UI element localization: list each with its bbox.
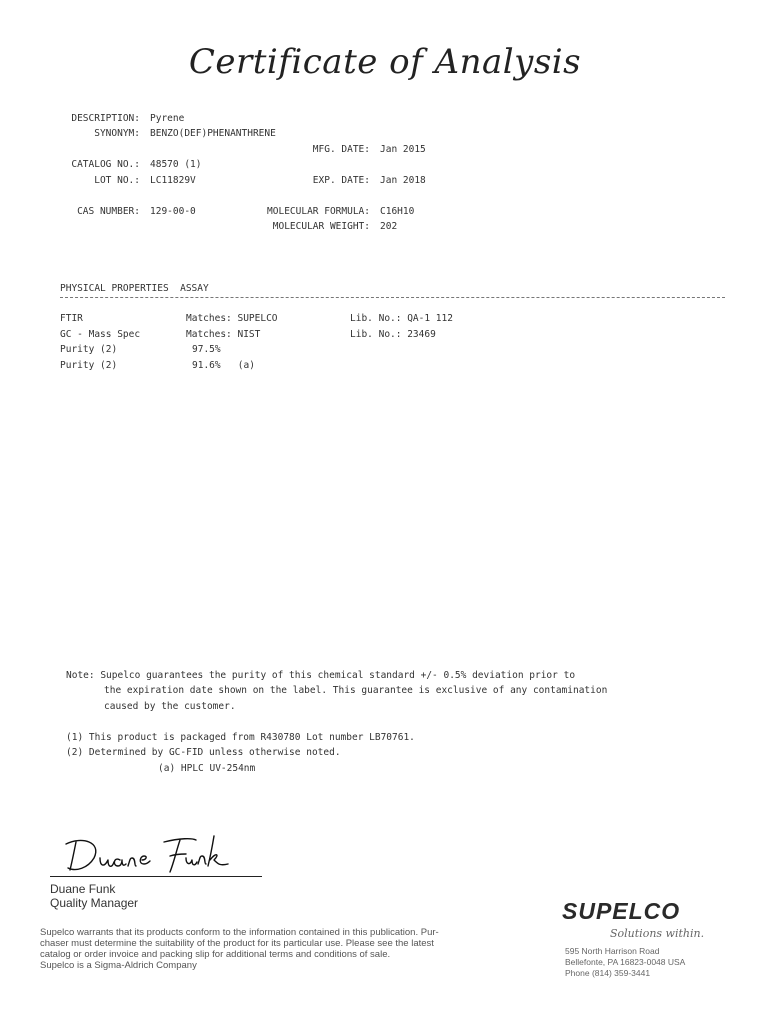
divider xyxy=(60,297,725,298)
supelco-logo: SUPELCO xyxy=(562,898,681,924)
disclaimer xyxy=(40,927,510,971)
address-line: Bellefonte, PA 16823-0048 USA xyxy=(565,957,686,967)
property-name: Purity (2) xyxy=(60,360,118,371)
catalog-label: CATALOG NO.: xyxy=(71,159,140,170)
disclaimer-line: Supelco warrants that its products conform to the information contained in this publication. Pur- xyxy=(40,927,439,938)
mfg-date-label: MFG. DATE: xyxy=(312,144,370,155)
signature-line xyxy=(50,876,262,877)
footnote: (1) This product is packaged from R430780 Lot number LB70761. xyxy=(66,732,415,743)
footnote: (a) HPLC UV-254nm xyxy=(158,763,256,774)
note-line: Note: Supelco guarantees the purity of this chemical standard +/- 0.5% deviation prior to xyxy=(66,670,576,681)
disclaimer-line: chaser must determine the suitability of the product for its particular use. Please see the latest xyxy=(40,938,434,949)
note-line: caused by the customer. xyxy=(104,701,236,712)
page-title: Certificate of Analysis xyxy=(188,42,582,82)
signer-role: Quality Manager xyxy=(50,896,139,910)
address-line: 595 North Harrison Road xyxy=(565,946,660,956)
property-result: Matches: NIST xyxy=(186,329,261,340)
mfg-date-value: Jan 2015 xyxy=(380,144,426,155)
property-name: GC - Mass Spec xyxy=(60,329,141,340)
disclaimer-line: Supelco is a Sigma-Aldrich Company xyxy=(40,960,197,971)
lot-value: LC11829V xyxy=(150,175,196,186)
formula-label: MOLECULAR FORMULA: xyxy=(267,206,370,217)
signer-name: Duane Funk xyxy=(50,882,116,896)
catalog-value: 48570 (1) xyxy=(150,159,202,170)
property-result: Matches: SUPELCO xyxy=(186,313,278,324)
synonym-value: BENZO(DEF)PHENANTHRENE xyxy=(150,128,276,139)
property-name: FTIR xyxy=(60,313,83,324)
synonym-label: SYNONYM: xyxy=(94,128,140,139)
description-value: Pyrene xyxy=(150,113,185,124)
signature-image xyxy=(62,828,242,876)
weight-value: 202 xyxy=(380,221,398,232)
exp-date-label: EXP. DATE: xyxy=(312,175,370,186)
footnote: (2) Determined by GC-FID unless otherwise noted. xyxy=(66,747,341,758)
formula-value: C16H10 xyxy=(380,206,415,217)
lot-label: LOT NO.: xyxy=(94,175,140,186)
cas-label: CAS NUMBER: xyxy=(77,206,140,217)
cas-value: 129-00-0 xyxy=(150,206,196,217)
company-address xyxy=(565,946,685,979)
properties-heading: PHYSICAL PROPERTIES ASSAY xyxy=(60,283,209,294)
logo-tagline: Solutions within. xyxy=(610,927,705,940)
exp-date-value: Jan 2018 xyxy=(380,175,426,186)
address-line: Phone (814) 359-3441 xyxy=(565,968,651,978)
property-result: 97.5% xyxy=(192,344,221,355)
property-result: 91.6% (a) xyxy=(192,360,255,371)
weight-label: MOLECULAR WEIGHT: xyxy=(272,221,370,232)
property-lib: Lib. No.: QA-1 112 xyxy=(350,313,453,324)
property-lib: Lib. No.: 23469 xyxy=(350,329,436,340)
disclaimer-line: catalog or order invoice and packing slip for additional terms and conditions of sale. xyxy=(40,949,391,960)
description-label: DESCRIPTION: xyxy=(71,113,140,124)
property-name: Purity (2) xyxy=(60,344,118,355)
note-line: the expiration date shown on the label. This guarantee is exclusive of any contamination xyxy=(104,685,608,696)
